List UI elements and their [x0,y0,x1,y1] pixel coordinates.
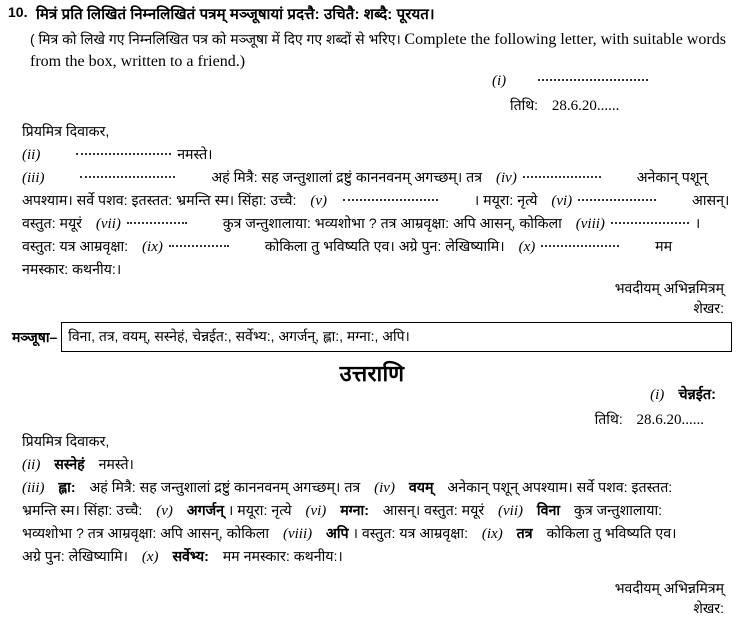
letter-signature-block [615,278,724,319]
answer-value-ix: तत्र [516,526,533,542]
answer-marker-vi: (vi) [305,503,327,519]
manjusha-label: मञ्जूषा– [12,328,58,345]
letter-date-row [510,96,722,115]
marker-vi: (vi) [551,193,573,209]
letter-line-iii-text: अहं मित्रै: सह जन्तुशालां द्रष्टुं काननवनम् अगच्छम्। तत्र [211,170,483,186]
answer-blank-iv[interactable] [523,169,601,178]
letter-signer-name: शेखर: [693,300,724,317]
answers-signature-block [615,578,724,619]
answer-blank-ix[interactable] [169,238,229,247]
answer-blank-i[interactable] [538,72,648,81]
answer-blank-viii[interactable] [611,215,689,224]
answers-body [22,432,734,570]
question-number: 10. [8,4,28,20]
answer-marker-ii: (ii) [22,457,41,473]
answers-line-iii [22,478,734,497]
answers-header-block [482,386,722,429]
answer-value-iii: ह्ला: [58,480,76,496]
letter-line-vii-text: कुत्र जन्तुशालाया: भव्यशोभा ? तत्र आम्रवृक्षा: अपि आसन्, कोकिला [222,216,562,232]
marker-ix: (ix) [142,239,163,255]
answers-date-row [482,410,722,429]
letter-line-3-text: वस्तुत: मयूरं [22,216,82,232]
marker-v: (v) [310,193,328,209]
answer-value-x: सर्वेभ्य: [172,549,209,565]
answers-line-2-start: भ्रमन्ति स्म। सिंहा: उच्चै: [22,503,143,519]
answers-date-label: तिथि: [594,411,623,427]
letter-line-3 [22,214,734,233]
letter-line-x-text: मम [655,239,673,255]
answer-blank-ii[interactable] [76,146,171,155]
manjusha-words: विना, तत्र, वयम्, सस्नेहं, चेन्नईत:, सर्वेभ्य:, अगर्जन्, ह्ला:, मग्ना:, अपि। [68,328,410,344]
date-label: तिथि: [510,97,539,113]
answers-line-v-rest: । मयूरा: नृत्ये [227,503,292,519]
answers-line-viii-rest: । वस्तुत: यत्र आम्रवृक्षा: [352,526,469,542]
marker-vii: (vii) [95,216,121,232]
answer-marker-x: (x) [141,549,159,565]
answers-line-2 [22,501,734,520]
answer-blank-vi[interactable] [578,192,656,201]
answers-line-4 [22,547,734,566]
letter-header-block [492,72,722,115]
marker-ii: (ii) [22,147,41,163]
manjusha-row [12,322,732,352]
letter-line-4 [22,237,734,256]
answers-salutation: प्रियमित्र दिवाकर, [22,434,110,450]
question-instruction-line [30,29,736,72]
answer-value-ii: सस्नेहं [54,457,85,473]
answer-marker-v: (v) [156,503,173,519]
question-sanskrit-prompt: मित्रं प्रति लिखितं निम्नलिखितं पत्रम् मञ्जूषायां प्रदत्तै: उचितै: शब्दै: पूरयत। [36,6,435,23]
blank-marker-i: (i) [492,73,507,89]
marker-x: (x) [518,239,536,255]
answer-marker-ix: (ix) [481,526,503,542]
answers-line-ii [22,455,734,474]
letter-line-iii [22,168,734,187]
answers-line-ix-rest: कोकिला तु भविष्यति एव। [546,526,677,542]
letter-line-ii-text: नमस्ते। [177,147,213,163]
answer-blank-iii[interactable] [80,169,175,178]
answer-marker-i: (i) [650,387,665,403]
marker-iii: (iii) [22,170,45,186]
answers-line-vii-rest: कुत्र जन्तुशालाया: [573,503,663,519]
letter-line-2 [22,191,734,210]
letter-header-blank-row [492,72,722,90]
answers-header-row [482,386,722,404]
answer-value-iv: वयम् [408,480,434,496]
answer-value-viii: अपि [326,526,349,542]
letter-salutation: प्रियमित्र दिवाकर, [22,124,110,140]
answer-value-i: चेन्नईत: [678,387,716,403]
answer-value-v: अगर्जन् [186,503,224,519]
letter-line-4-text: वस्तुत: यत्र आम्रवृक्षा: [22,239,129,255]
question-english-instruction: Complete the following letter, with suitable words from the box, written to a friend.) [30,31,726,70]
answer-marker-vii: (vii) [498,503,524,519]
letter-closing-line: भवदीयम् अभिन्नमित्रम् [614,280,724,296]
marker-iv: (iv) [496,170,517,186]
letter-line-ix-text: कोकिला तु भविष्यति एव। अग्रे पुन: लेखिष्यामि। [264,239,505,255]
answers-line-3 [22,524,734,543]
answer-blank-vii[interactable] [127,215,187,224]
letter-line-vi-text: आसन्। [692,193,730,209]
question-heading-block [8,4,736,72]
marker-viii: (viii) [575,216,605,232]
answer-marker-iii: (iii) [22,480,45,496]
answers-title: उत्तराणि [339,361,405,386]
answer-blank-x[interactable] [541,238,619,247]
answer-marker-viii: (viii) [282,526,313,542]
answer-marker-iv: (iv) [374,480,395,496]
letter-line-5: नमस्कार: कथनीय:। [22,262,122,278]
answers-line-x-rest: मम नमस्कार: कथनीय:। [222,549,343,565]
answers-line-iii-rest: अहं मित्रै: सह जन्तुशालां द्रष्टुं काननवनम् अगच्छम्। तत्र [89,480,361,496]
letter-line-v-text: । मयूरा: नृत्ये [473,193,538,209]
answers-signer-name: शेखर: [693,600,724,617]
letter-line-viii-text: । [694,216,701,232]
letter-line-ii [22,145,734,164]
answers-line-vi-rest: आसन्। वस्तुत: मयूरं [382,503,485,519]
letter-line-2-text: अपश्याम। सर्वे पशव: इतस्तत: भ्रमन्ति स्म। सिंहा: उच्चै: [22,193,297,209]
answer-value-vi: मग्ना: [340,503,369,519]
letter-line-iv-text: अनेकान् पशून् [636,170,708,186]
answers-line-ii-rest: नमस्ते। [98,457,134,473]
answers-line-iv-rest: अनेकान् पशून् अपश्याम। सर्वे पशव: इतस्तत: [447,480,673,496]
answer-value-vii: विना [536,503,561,519]
manjusha-word-box [61,322,732,352]
date-value: 28.6.20...... [551,98,620,114]
answers-closing-line: भवदीयम् अभिन्नमित्रम् [614,580,724,596]
question-hindi-instruction: ( मित्र को लिखे गए निम्नलिखित पत्र को मञ्जूषा में दिए गए शब्दों से भरिए। [30,31,401,47]
answers-line-4-start: अग्रे पुन: लेखिष्यामि। [22,549,128,565]
answers-line-3-start: भव्यशोभा ? तत्र आम्रवृक्षा: अपि आसन्, कोकिला [22,526,270,542]
answers-date-value: 28.6.20...... [636,412,704,428]
letter-body [22,122,734,283]
answer-blank-v[interactable] [343,192,438,201]
